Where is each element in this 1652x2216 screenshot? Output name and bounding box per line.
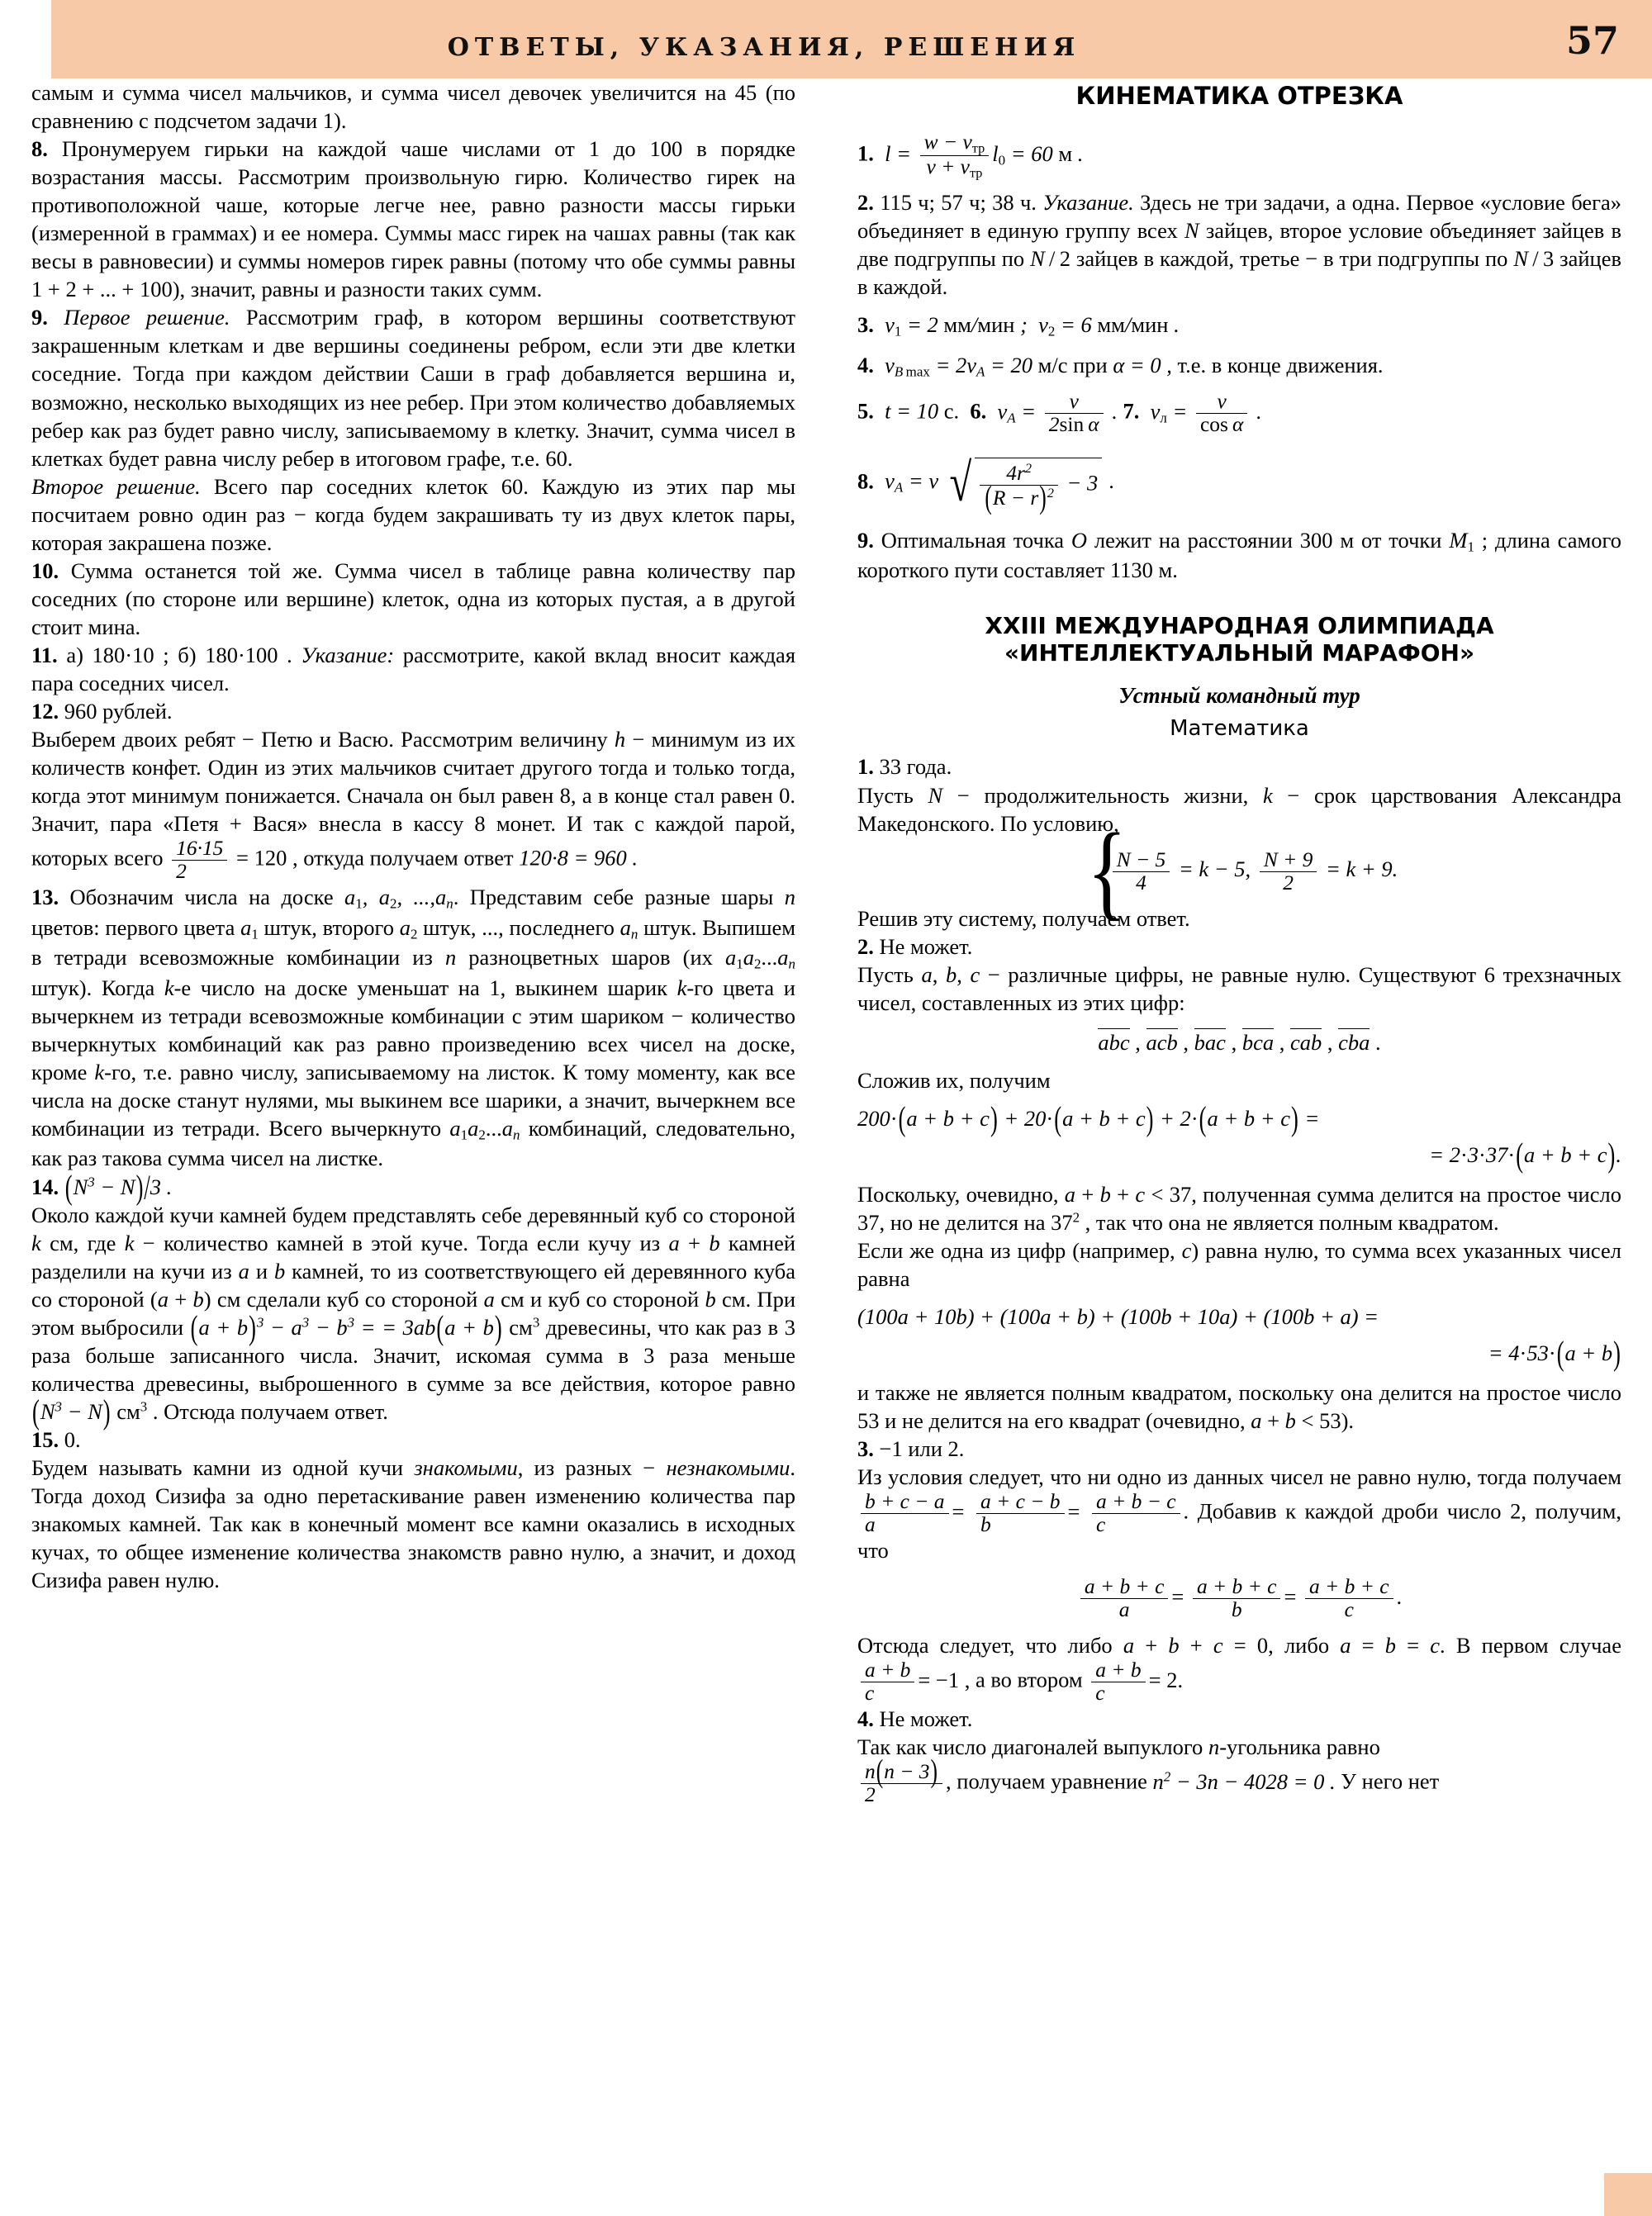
item-number-9: 9. [31, 305, 48, 330]
item-12-text-1: Выберем двоих ребят − Петю и Васю. Рассмотрим величину [31, 727, 608, 752]
right-column [857, 78, 1621, 1806]
m3-text-a: Из условия следует, что ни одно из данных чисел не равно нулю, тогда получаем [857, 1464, 1621, 1490]
page-number: 57 [1565, 18, 1619, 63]
k1-fraction [920, 131, 990, 180]
m3-case1 [857, 1658, 971, 1706]
item-number-14: 14. [31, 1174, 59, 1199]
item-number-k7: 7. [1123, 398, 1140, 424]
overline-number-bac: bac [1194, 1029, 1226, 1055]
m2-equation2-line-1 [857, 1303, 1621, 1331]
k8-fraction-denominator: $(R - r)^2$ [980, 485, 1057, 510]
m2-eq3: (100a + 10b) + (100a + b) + (100b + 10a) + (100b + a) = [857, 1304, 1379, 1330]
equation-system [1081, 811, 1398, 931]
answer-item-9 [31, 303, 795, 472]
overline-number-acb: acb [1146, 1029, 1178, 1055]
m4-solution-b [857, 1752, 1621, 1807]
brace-icon: { [1086, 811, 1127, 931]
item-14-solution: Около каждой кучи камней будем представлять себе деревянный куб со стороной k см, где k − количество камней в этой куче. Тогда если кучу из a + b камней разделили на кучи из a и b камней, то из соответствующего ей деревянного куба со стороной (a + b) см сделали куб со стороной a см и куб со стороной b см. При этом выбросили $(a + b)^3 - a^3 - b^3$ = = 3ab(a + b) $см^3$ древесины, что как раз в 3 раза больше записанного числа. Значит, искомая сумма в 3 раза меньше количества древесины, выброшенного в сумме за все действия, которое равно $(N^3 - N)$ $см^3$ . Отсюда получаем ответ. [31, 1202, 796, 1431]
item-number-k1: 1. [857, 140, 874, 166]
m3-fraction-4 [1080, 1576, 1169, 1621]
m3-f4-n: a + b [865, 1658, 911, 1682]
answer-item-10 [31, 557, 795, 641]
item-12-text-3: откуда получаем ответ [303, 845, 514, 871]
k2-answers: 115 ч; 57 ч; 38 ч. [880, 189, 1037, 215]
k1-fraction-denominator: $v + v_{тр}$ [920, 155, 990, 180]
item-11-option-a: а) 180·10 ; [66, 642, 169, 667]
math-item-3 [857, 1435, 1621, 1463]
item-number-8: 8. [31, 136, 48, 162]
item-11-option-b: б) 180·100 . [178, 642, 292, 667]
fraction-numerator: 16·15 [176, 836, 224, 861]
k1-formula: l = $\frac{w - v_{тр}}{v + v_{тр}}$ $l_0 = 60$ м . [879, 130, 1084, 181]
m2-text-e: и также не является полным квадратом, поскольку она делится на простое число 53 и не делится на его квадрат (очевидно, a + b < 53). [857, 1380, 1621, 1434]
m3-text-b: . Добавив к каждой дроби число 2, получим, что [857, 1498, 1621, 1564]
m2-equation-line-2 [857, 1135, 1621, 1174]
kinematics-item-3 [857, 311, 1621, 341]
item-number-k9: 9. [857, 527, 874, 553]
m1-solution-closing: Решив эту систему, получаем ответ. [857, 905, 1190, 931]
k8-formula: vA = v √ $\frac{4r^2}{(R - r)^2}$ − 3 . [879, 453, 1115, 516]
m3-case2 [1088, 1658, 1184, 1706]
m1-f1-denominator: 4 [1113, 871, 1170, 894]
m1-f2-denominator: 2 [1260, 871, 1317, 894]
item-14-answer-formula: $(N^3 - N)/3$ . [64, 1166, 173, 1207]
m2-eq4: = 4·53·(a + b) [1488, 1333, 1621, 1373]
page-running-title: ОТВЕТЫ, УКАЗАНИЯ, РЕШЕНИЯ [447, 33, 1081, 62]
m3-f3-n: a + b − c [1096, 1489, 1176, 1514]
m2-equation2-line-2 [857, 1333, 1621, 1373]
k5-formula: t = 10 с. [879, 398, 960, 424]
m3-solution-a [857, 1463, 1621, 1564]
m2-answer: Не может. [879, 933, 973, 959]
m3-chain2: $\frac{a + b + c}{a}$ = $\frac{a + b + c}{b}$ = $\frac{a + b + c}{c}$ . [1077, 1584, 1402, 1609]
kinematics-item-1 [857, 131, 1621, 180]
k4-alpha-condition: α = 0 , [1113, 352, 1172, 377]
item-number-15: 15. [31, 1426, 59, 1452]
item-15-text-2: , из разных − [517, 1454, 656, 1480]
item-15-text-1: Будем называть камни из одной кучи [31, 1454, 404, 1480]
m3-f1-n: b + c − a [865, 1489, 945, 1514]
k2-hint-label: Указание. [1042, 189, 1134, 215]
m2-eq2: = 2·3·37·(a + b + c). [1429, 1135, 1621, 1174]
k7-fraction-numerator: v [1217, 389, 1227, 414]
kinematics-item-9: 9. Оптимальная точка O лежит на расстоянии 300 м от точки $M_1$ ; длина самого короткого пути составляет 1130 м. [857, 527, 1621, 583]
m4-solution-a: Так как число диагоналей выпуклого n-угольника равно [857, 1734, 1380, 1760]
m2-text-d: Если же одна из цифр (например, c) равна нулю, то сумма всех указанных чисел равна [857, 1237, 1621, 1292]
answer-item-15 [31, 1426, 795, 1454]
item-13-sequence: $a_1$, $a_2$, ...,an [344, 885, 453, 912]
subject-title: Математика [1170, 716, 1309, 742]
m3-f5-d: c [1091, 1682, 1145, 1705]
m1-row1-rhs: = k − 5, [1178, 857, 1251, 882]
item-12-fraction [172, 838, 227, 883]
m3-text-d: а во втором [975, 1667, 1083, 1692]
m4-answer: Не может. [879, 1706, 973, 1732]
k8-radicand: $\frac{4r^2}{(R - r)^2}$ − 3 [975, 458, 1102, 510]
kinematics-item-2: 2. 115 ч; 57 ч; 38 ч. Указание. Здесь не три задачи, а одна. Первое «условие бега» объединяет в единую группу всех N зайцев, второе условие объединяет зайцев в две подгруппы по N / 2 зайцев в каждой, третье − в три подгруппы по N / 3 зайцев в каждой. [857, 189, 1622, 299]
m3-f5-n: a + b [1095, 1658, 1142, 1682]
m4-fraction-numerator: n(n − 3) [865, 1752, 938, 1790]
system-row-1 [1109, 847, 1256, 894]
section-title-kinematics: КИНЕМАТИКА ОТРЕЗКА [1075, 82, 1403, 110]
item-12-answer: 960 рублей. [64, 699, 173, 724]
m3-g2-n: a + b + c [1196, 1574, 1277, 1599]
item-number-10: 10. [31, 558, 59, 583]
item-number-k4: 4. [857, 352, 874, 377]
item-number-11: 11. [31, 642, 58, 667]
radical-sign-icon: √ [949, 453, 971, 513]
page-body [0, 78, 1652, 2216]
math-item-4 [857, 1705, 1621, 1733]
left-column [31, 78, 795, 1594]
k6-fraction [1045, 391, 1104, 436]
m3-f4-d: c [861, 1682, 914, 1705]
k7-formula: $v_л$ = $\frac{v}{\text{cos α}}$ . [1145, 389, 1262, 436]
answer-item-9-second [31, 472, 795, 557]
m3-eq-minus1: = −1 , [918, 1667, 971, 1692]
paragraph-continued [31, 78, 795, 135]
m3-fraction-8 [1091, 1659, 1145, 1705]
item-12-final-equation: 120·8 = 960 . [519, 845, 638, 871]
k6-formula: vA = $\frac{v}{\text{2sin α}}$ . [991, 389, 1123, 436]
kinematics-item-8 [857, 453, 1621, 516]
item-number-k8: 8. [857, 468, 874, 494]
overline-number-cba: cba [1338, 1029, 1370, 1055]
k6-fraction-numerator: v [1069, 389, 1079, 414]
m3-f3-d: c [1092, 1513, 1180, 1536]
m3-f2-d: b [976, 1513, 1065, 1536]
item-number-k6: 6. [970, 398, 987, 424]
k4-condition-text: при [1073, 352, 1108, 377]
item-number-m3: 3. [857, 1436, 874, 1462]
k6-fraction-denominator: 2sin α [1045, 413, 1104, 436]
m3-g3-d: c [1305, 1598, 1393, 1621]
answer-item-12 [31, 697, 795, 725]
m1-row2-rhs: = k + 9. [1326, 857, 1398, 882]
answer-item-14 [31, 1166, 795, 1207]
item-12-text-2: − минимум из их количеств конфет. Один из этих мальчиков считает другого тогда и только тогда, когда этот минимум понижается. Сначала он был равен 8, а в конце стал равен 0. Значит, пара «Петя + Вася» внесла в кассу 8 монет. И так с каждой парой, которых всего [31, 727, 796, 871]
k8-radical [946, 453, 1102, 516]
m2-solution-intro: Пусть a, b, c − различные цифры, не равные нулю. Существуют 6 трехзначных чисел, составленных из этих цифр: [857, 961, 1621, 1015]
item-9-second-text: Всего пар соседних клеток 60. Каждую из этих пар мы посчитаем ровно один раз − когда будем закрашивать ту из двух клеток пары, которая закрашена позже. [31, 473, 796, 555]
item-15-italic-1: знакомыми [414, 1454, 518, 1480]
m1-f1-numerator: N − 5 [1116, 847, 1166, 871]
item-number-13: 13. [31, 885, 59, 910]
item-15-text-3: . Тогда доход Сизифа за одно перетаскивание равен изменению количества пар знакомых камней. Так как в конечный момент все камни оказались в исходных кучах, то общее изменение количества знакомств равно нулю, а значит, и доход Сизифа равен нулю. [31, 1454, 796, 1593]
k3-formula: $v_1 = 2$ мм/мин ; $v_2 = 6$ мм/мин . [879, 312, 1180, 339]
m1-answer: 33 года. [879, 754, 952, 780]
math-item-2 [857, 932, 1621, 961]
overline-number-bca: bca [1241, 1029, 1275, 1055]
k4-formula: vB $_{max}$ = 2vA = 20 м/с [879, 352, 1068, 380]
tour-title: Устный командный тур [1118, 683, 1360, 709]
m3-fraction-2 [976, 1491, 1065, 1536]
item-15-italic-2: незнакомыми [666, 1454, 790, 1480]
section-title-olympiad-line2: «ИНТЕЛЛЕКТУАЛЬНЫЙ МАРАФОН» [1004, 639, 1475, 667]
m3-g1-d: a [1080, 1598, 1169, 1621]
item-number-12: 12. [31, 699, 59, 724]
m3-g1-n: a + b + c [1084, 1574, 1165, 1599]
m4-equation: $n^2 - 3n - 4028 = 0$ . [1152, 1768, 1336, 1794]
item-12-variable-h: h [614, 727, 626, 752]
answer-item-8 [31, 135, 795, 303]
m3-g3-n: a + b + c [1309, 1574, 1389, 1599]
m3-answer: −1 или 2. [879, 1436, 965, 1462]
m2-equation-line-1 [857, 1099, 1621, 1138]
item-8-text: Пронумеруем гирьки на каждой чаше числами от 1 до 100 в порядке возрастания массы. Рассмотрим произвольную гирю. Количество гирек на противоположной чаше, которые легче нее, равно разности массы гирьки (измеренной в граммах) и ее номера. Суммы масс гирек на чашах равны (так как весы в равновесии) и суммы номеров гирек равны (потому что обе суммы равны 1 + 2 + ... + 100), значит, равны и разности таких сумм. [31, 136, 796, 302]
kinematics-item-4 [857, 351, 1621, 382]
k1-fraction-numerator: $w - v_{тр}$ [923, 130, 985, 156]
m3-fraction-5 [1193, 1576, 1281, 1621]
m3-fraction-6 [1305, 1576, 1393, 1621]
overline-number-abc: abc [1098, 1029, 1130, 1055]
m2-eq1: 200·(a + b + c) + 20·(a + b + c) + 2·(a + b + c) = [857, 1099, 1320, 1138]
m1-fraction-2 [1260, 849, 1317, 894]
system-row-2 [1256, 847, 1398, 894]
section-title-olympiad-line1: XXIII МЕЖДУНАРОДНАЯ ОЛИМПИАДА [985, 612, 1494, 640]
item-11-text: рассмотрите, какой вклад вносит каждая пара соседних чисел. [31, 642, 796, 695]
item-11-hint-label: Указание: [301, 642, 395, 667]
section-title-olympiad [857, 612, 1621, 667]
item-number-k2: 2. [857, 189, 874, 215]
m3-eq-two: = 2. [1148, 1667, 1184, 1692]
item-13-text-2: . Представим себе разные шары n цветов: первого цвета $a_1$ штук, второго $a_2$ штук, ..., последнего an штук. Выпишем в тетради всевозможные комбинации из n разноцветных шаров (их $a_1a_2...an$ штук). Когда k-е число на доске уменьшат на 1, выкинем шарик k-го цвета и вычеркнем из тетради всевозможные комбинации с этим шариком − количество вычеркнутых комбинаций как раз равно произведению всех чисел на доске, кроме k-го, т.е. равно числу, записываемому на листок. К тому моменту, как все числа на доске станут нулями, мы выкинем все шарики, а значит, вычеркнем все комбинации из тетради. Всего вычеркнуто $a_1a_2...an$ комбинаций, следовательно, как раз такова сумма чисел на листке. [31, 885, 796, 1171]
m4-text-b: , получаем уравнение [946, 1768, 1147, 1794]
item-9-second-solution-label: Второе решение. [31, 473, 201, 499]
item-13-text-1: Обозначим числа на доске [69, 885, 334, 910]
math-item-1 [857, 752, 1621, 781]
overline-number-cab: cab [1289, 1029, 1322, 1055]
item-12-eq-120: = 120 , [236, 845, 298, 871]
fraction-denominator: 2 [172, 860, 227, 883]
m4-fraction [861, 1752, 942, 1807]
k4-tail-text: т.е. в конце движения. [1177, 352, 1384, 377]
m2-number-list: abc , acb , bac , bca , cab , cba . [1098, 1029, 1381, 1055]
answer-item-13 [31, 883, 795, 1172]
item-number-m2: 2. [857, 933, 874, 959]
m4-fraction-denominator: 2 [861, 1783, 942, 1806]
m3-fraction-3 [1092, 1491, 1180, 1536]
item-number-m1: 1. [857, 754, 874, 780]
paragraph-continued-text: самым и сумма чисел мальчиков, и сумма чисел девочек увеличится на 45 (по сравнению с подсчетом задачи 1). [31, 80, 795, 134]
m3-f1-d: a [861, 1513, 949, 1536]
item-15-answer: 0. [64, 1426, 81, 1452]
m2-text-sum: Сложив их, получим [857, 1067, 1051, 1093]
answer-item-11 [31, 641, 795, 697]
k7-fraction [1196, 391, 1247, 436]
m3-solution-b: Отсюда следует, что либо a + b + c = 0, либо a = b = c. В первом случае $\frac{a + b}{c}$ = −1 , а во втором $\frac{a + b}{c}$ = 2. [857, 1633, 1621, 1706]
k8-fraction [980, 459, 1057, 516]
item-number-m4: 4. [857, 1706, 874, 1732]
item-15-solution [31, 1454, 795, 1594]
m3-fraction-7 [861, 1659, 914, 1705]
m4-text-c: У него нет [1341, 1768, 1440, 1794]
item-10-text: Сумма останется той же. Сумма чисел в таблице равна количеству пар соседних (по стороне или вершине) клеток, одна из которых пустая, а в другой стоит мина. [31, 558, 795, 639]
m3-equation-chain-2 [857, 1576, 1621, 1621]
item-12-solution [31, 725, 795, 883]
item-number-k5: 5. [857, 398, 874, 424]
item-9-text: Рассмотрим граф, в котором вершины соответствуют закрашенным клеткам и две вершины соединены ребром, если эти две клетки соседние. Тогда при каждом действии Саши в граф добавляется вершина и, возможно, несколько выходящих из нее ребер. При этом количество добавляемых ребер как раз будет равно числу, записываемому в клетку. Значит, сумма чисел в клетках будет равна числу ребер в итоговом графе, т.е. 60. [31, 305, 795, 471]
item-number-k3: 3. [857, 312, 874, 337]
m3-chain-equation: $\frac{b + c - a}{a}$ = $\frac{a + c - b}{b}$ = $\frac{a + b - c}{c}$ [857, 1499, 1184, 1524]
m1-solution-intro: Пусть N − продолжительность жизни, k − срок царствования Александра Македонского. По условию, [857, 782, 1621, 836]
item-9-first-solution-label: Первое решение. [64, 305, 230, 330]
kinematics-items-5-6-7 [857, 391, 1621, 436]
m1-f2-numerator: N + 9 [1263, 847, 1313, 871]
m3-fraction-1 [861, 1491, 949, 1536]
m2-text-c: Поскольку, очевидно, a + b + c < 37, полученная сумма делится на простое число 37, но не делится на $37^2$ , так что она не является полным квадратом. [857, 1181, 1621, 1235]
k7-fraction-denominator: cos α [1196, 413, 1247, 436]
k8-fraction-numerator: $4r^2$ [1006, 459, 1032, 485]
m3-g2-d: b [1193, 1598, 1281, 1621]
m3-f2-n: a + c − b [980, 1489, 1061, 1514]
